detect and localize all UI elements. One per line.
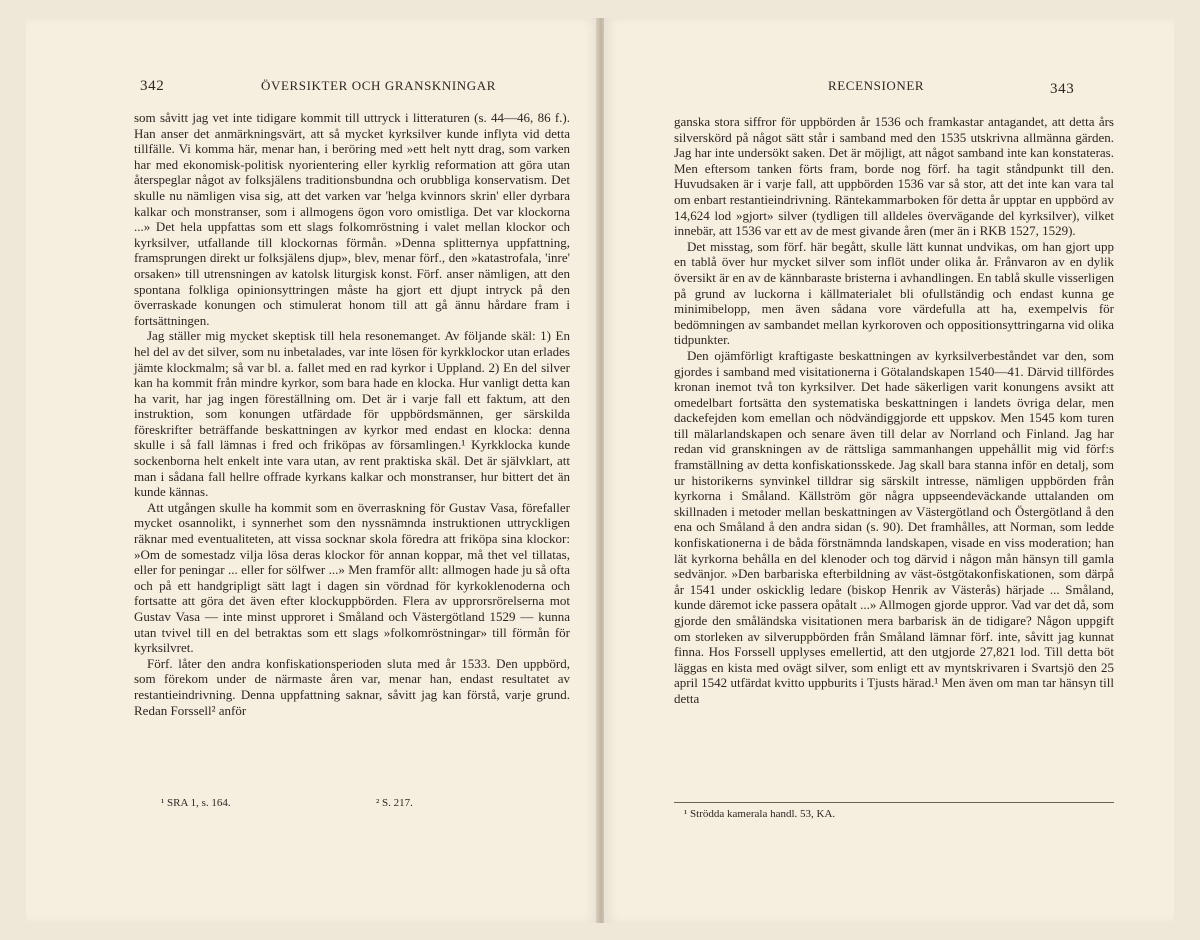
page-number: 343 [1050,81,1075,97]
running-head: ÖVERSIKTER OCH GRANSKNINGAR [261,78,497,93]
paragraph: Den ojämförligt kraftigaste beskattningen av kyrksilverbeståndet var den, som gjordes i samband med visitationerna i Götalandskapen 1540—41. Därvid tillfördes kronan inemot två ton kyrksilver. Det hade säkerligen varit konungens avsikt att omedelbart fortsätta den systematiska beskattningen i landets övriga delar, men dackefejden kom emellan och nödvändiggjorde ett uppskov. Men 1545 kom turen till mälarlandskapen och senare även till delar av Norrland och Finland. Jag har redan vid granskningen av de rättsliga sammanhangen uppehållit mig vid förf:s framställning av detta konfiskationsskede. Jag skall bara stanna inför en detalj, som ur historikerns synvinkel tilldrar sig särskilt intresse, nämligen uppbörden från kyrkorna i Småland. Källström gör några uppseendeväckande uttalanden om skillnaden i metoder mellan beskattningen av Västergötland och Östergötland å den ena och Småland å den andra sidan (s. 90). Det framhålles, att Norman, som ledde konfiskationerna i de båda förstnämnda landskapen, visade en viss moderation; han lät kyrkorna behålla en del klenoder och tog därvid i någon mån hänsyn till gamla sedvänjor. »Den barbariska efterbildning av väst-östgötakonfiskationen, som därpå år 1541 under oskicklig ledare (biskop Henrik av Västerås) härjade ... Småland, kunde däremot icke passera opåtalt ...» Allmogen gjorde uppror. Vad var det då, som gjorde den småländska visitationen mera barbarisk än de tidigare? Någon uppgift om storleken av silveruppbörden från Småland lämnar förf. inte, såvitt jag kunnat finna. Hos Forssell upplyses emellertid, att den utgjorde 27,821 lod. Till detta böt läggas en kista med ovägt silver, som enligt ett av myntskrivaren i Svartsjö den 25 april 1542 utfärdat kvitto uppburits i Tjusts härad.¹ Men även om man tar hänsyn till detta [674,347,1114,706]
footnote: ¹ SRA 1, s. 164. [161,797,231,809]
paragraph: ganska stora siffror för uppbörden år 1536 och framkastar antagandet, att detta års silverskörd på något sätt står i samband med den 1535 utskrivna allmänna gärden. Jag har inte undersökt saken. Det är möjligt, att något samband inte kan konstateras. Men eftersom tanken förts fram, borde nog förf. ha tagit ståndpunkt till den. Huvudsaken är i varje fall, att uppbörden 1536 var så stor, att det inte kan vara tal om enbart restantieindrivning. Räntekammarboken för detta år upptar en uppbörd av 14,624 lod »gjort» silver (tydligen till alldeles övervägande del kyrksilver), vilket innebär, att 1536 var ett av de mest givande åren (mer än i RKB 1527, 1529). [674,114,1114,239]
footnote-rule [674,802,1114,803]
body-text [134,110,570,718]
right-page [604,18,1174,923]
paragraph: som såvitt jag vet inte tidigare kommit till uttryck i litteraturen (s. 44—46, 86 f.). Han anser det anmärkningsvärt, att så mycket kyrksilver kunde inflyta vid detta tillfälle. Vi komma här, menar han, i beröring med »ett helt nytt drag, som varken har med ekonomisk-politisk nyorientering eller kyrklig reformation att göra utan återspeglar något av folksjälens traditionsbundna och orubbliga konservatism. Det skulle nu nämligen visa sig, att det varken var 'helga kvinnors skrin' eller dyrbara kalkar och monstranser, som i allmogens ögon voro omistliga. Det var klockorna ...» Det hela uppfattas som ett slags folkomröstning i valet mellan klockor och kyrksilver, utfallande till klockornas förmån. »Denna splitternya uppfattning, framsprungen direkt ur folksjälens djup», blev, menar förf., den »katastrofala, 'inre' orsaken» till utrensningen av katolsk liturgisk konst. Förf. anser nämligen, att den spontana folkliga opinionsyttringen måste ha gjort ett djupt intryck på den överraskade konungen och stimulerat honom till att gå ännu hårdare fram i fortsättningen. [134,110,570,328]
paragraph: Att utgången skulle ha kommit som en överraskning för Gustav Vasa, förefaller mycket osannolikt, i synnerhet som den nyssnämnda instruktionen uttryckligen räknar med eventualiteten, att vissa socknar skola föredra att friköpa sina klockor: »Om de somestadz vilja lösa deras klockor för annan koppar, må thet vel tillatas, eller for peningar ... eller for sölfwer ...» Men framför allt: allmogen hade ju så ofta och på ett handgripligt sätt lagt i dagen sin vördnad för kyrkoklenoderna och fortsatte att göra det även efter klockuppbörden. Flera av upprorsrörelserna mot Gustav Vasa — inte minst upproret i Småland och Västergötland 1529 — kunna utan tvivel till en del betraktas som ett slags »folkomröstningar» till förmån för kyrksilvret. [134,499,570,656]
body-text [674,114,1114,707]
paragraph: Jag ställer mig mycket skeptisk till hela resonemanget. Av följande skäl: 1) En hel del av det silver, som nu inbetalades, var inte lösen för kyrkklockor utan erlades jämte klockmalm; så var bl. a. fallet med en rad kyrkor i Uppland. 2) En del silver kan ha kommit från mindre kyrkor, som bara hade en klocka. Hur vanligt detta kan ha varit, har jag ingen föreställning om. Det är i varje fall ett faktum, att den instruktion, som konungen utfärdade för uppbördsmännen, ger särskilda föreskrifter beträffande beskattningen av kyrkor med endast en klocka: denna skulle i så fall lämnas i fred och friköpas av församlingen.¹ Kyrkklocka kunde sockenborna helt enkelt inte vara utan, av rent praktiska skäl. Det är självklart, att man i sådana fall hellre offrade kyrkans kalkar och monstranser, hur bittert det än kunde kännas. [134,328,570,500]
footnote: ¹ Strödda kamerala handl. 53, KA. [684,808,836,820]
running-head: RECENSIONER [828,78,925,93]
footnote: ² S. 217. [376,797,413,809]
left-page [26,18,598,923]
page-number: 342 [140,78,165,94]
paragraph: Förf. låter den andra konfiskationsperioden sluta med år 1533. Den uppbörd, som förekom under de närmaste åren var, menar han, endast resultatet av restantieindrivning. Denna uppfattning saknar, såvitt jag kan förstå, varje grund. Redan Forssell² anför [134,655,570,718]
paragraph: Det misstag, som förf. här begått, skulle lätt kunnat undvikas, om han gjort upp en tablå över hur mycket silver som inflöt under olika år. Frånvaron av en dylik översikt är en av de kännbaraste bristerna i avhandlingen. En tablå skulle visserligen på grund av luckorna i källmaterialet bli ofullständig och endast kunna ge minimibelopp, men även sådana vore värdefulla att ha, exempelvis för bedömningen av sambandet mellan kyrkoroven och oppositionsyttringarna vid olika tidpunkter. [674,238,1114,348]
